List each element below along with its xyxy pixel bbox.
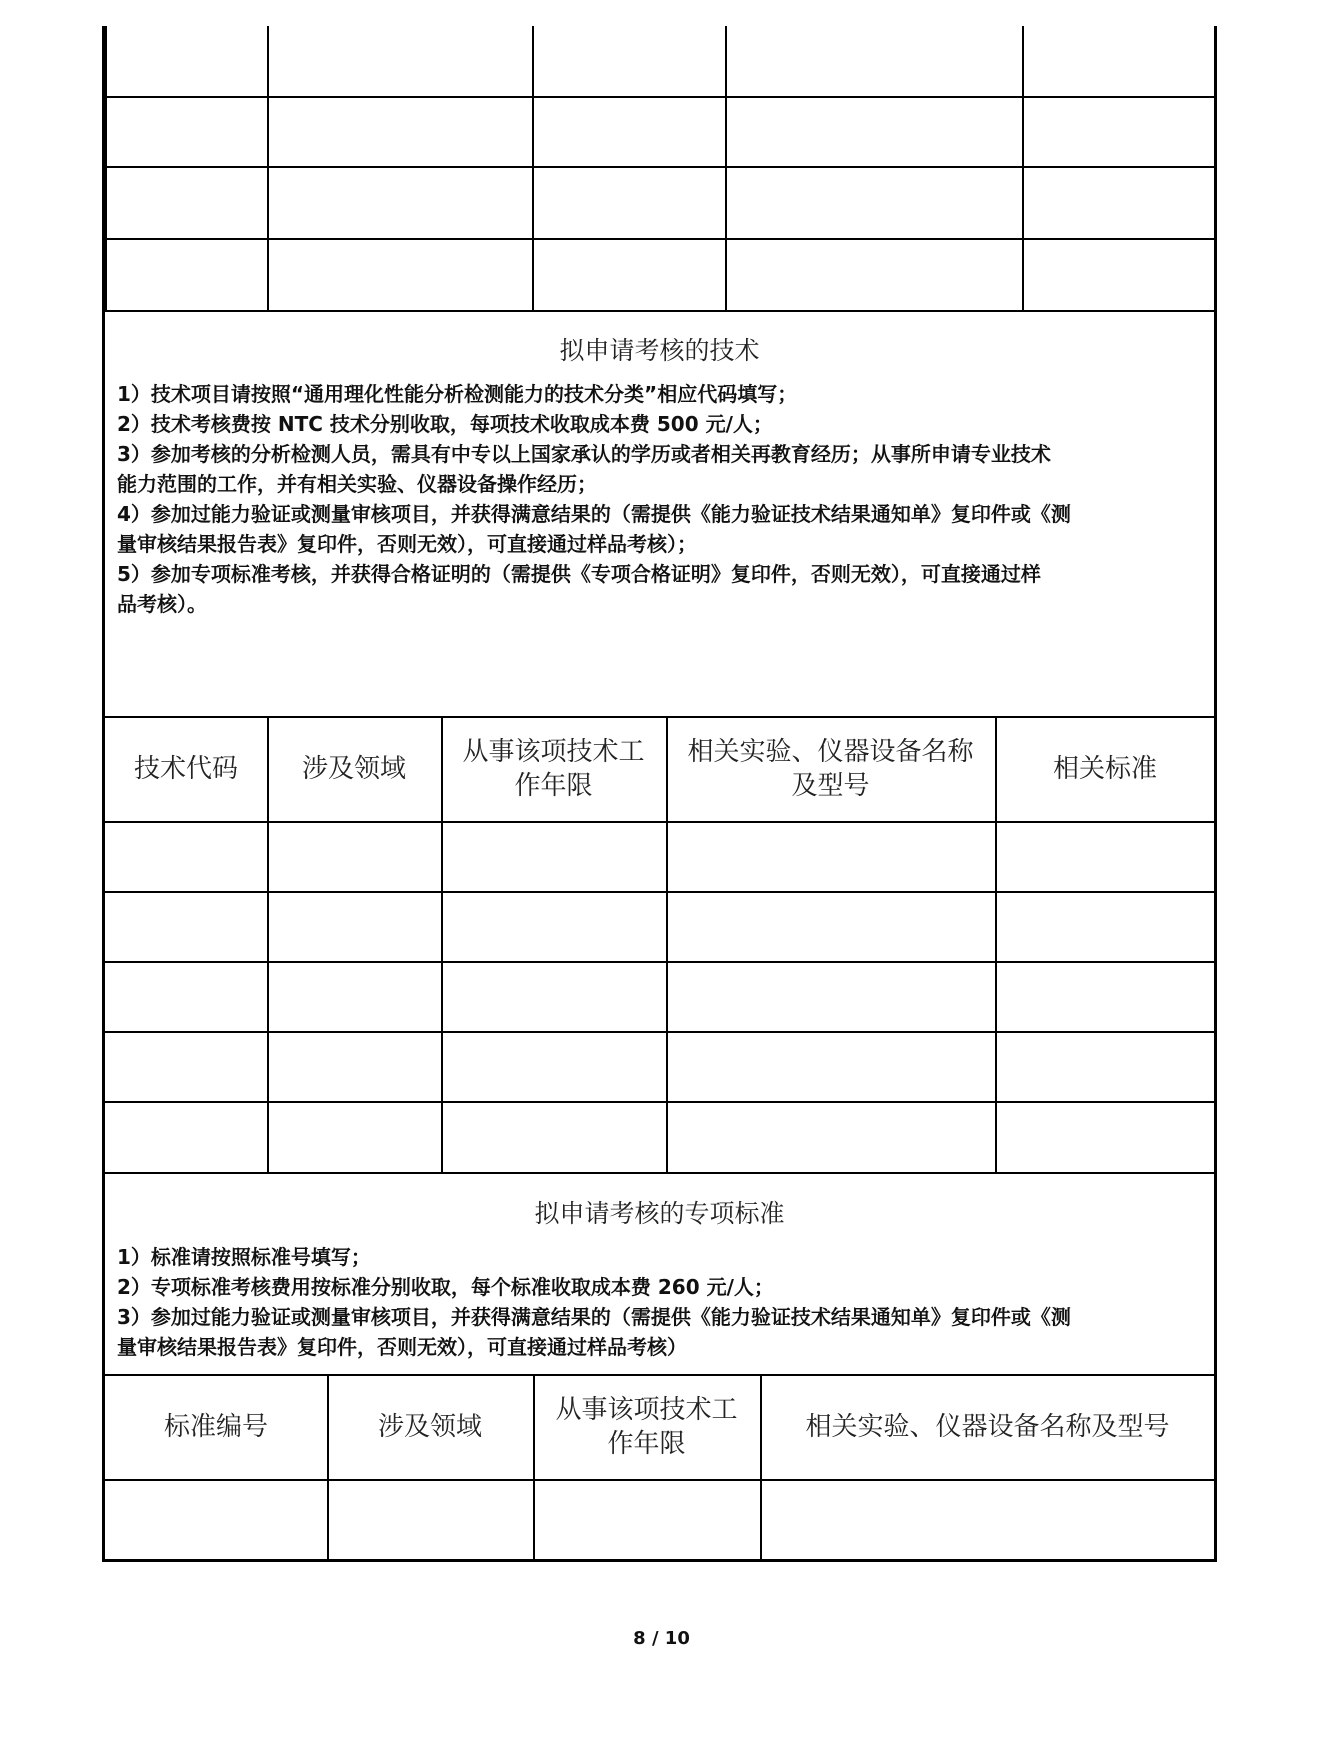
tech-note-line: 3）参加考核的分析检测人员，需具有中专以上国家承认的学历或者相关再教育经历；从事所申请专业技术 <box>117 442 1051 466</box>
header-work-years: 从事该项技术工作年限 <box>555 1394 738 1459</box>
tech-note-line: 量审核结果报告表》复印件，否则无效），可直接通过样品考核）； <box>117 532 697 556</box>
tech-note-line: 5）参加专项标准考核，并获得合格证明的（需提供《专项合格证明》复印件，否则无效），可直接通过样 <box>117 562 1041 586</box>
tech-section-title: 拟申请考核的技术 <box>559 336 760 365</box>
tech-note-line: 品考核）。 <box>117 592 207 616</box>
standard-note-line: 量审核结果报告表》复印件，否则无效），可直接通过样品考核） <box>117 1335 687 1359</box>
header-tech-code: 技术代码 <box>133 753 238 784</box>
tech-note-line: 1）技术项目请按照“通用理化性能分析检测能力的技术分类”相应代码填写； <box>117 382 798 406</box>
header-standards: 相关标准 <box>1052 753 1157 784</box>
header-equipment: 相关实验、仪器设备名称及型号 <box>687 736 974 801</box>
application-form-sheet <box>102 26 1217 1562</box>
header-field: 涉及领域 <box>377 1411 482 1442</box>
tech-note-line: 4）参加过能力验证或测量审核项目，并获得满意结果的（需提供《能力验证技术结果通知单》复印件或《测 <box>117 502 1071 526</box>
tech-note-line: 能力范围的工作，并有相关实验、仪器设备操作经历； <box>117 472 597 496</box>
tech-note-line: 2）技术考核费按 NTC 技术分别收取，每项技术收取成本费 500 元/人； <box>117 412 773 436</box>
header-field: 涉及领域 <box>301 753 406 784</box>
standard-section-title: 拟申请考核的专项标准 <box>534 1199 785 1228</box>
standard-note-line: 2）专项标准考核费用按标准分别收取，每个标准收取成本费 260 元/人； <box>117 1275 774 1299</box>
header-equipment: 相关实验、仪器设备名称及型号 <box>805 1411 1170 1442</box>
standard-note-line: 3）参加过能力验证或测量审核项目，并获得满意结果的（需提供《能力验证技术结果通知单》复印件或《测 <box>117 1305 1071 1329</box>
header-work-years: 从事该项技术工作年限 <box>462 736 645 801</box>
page-number: 8 / 10 <box>633 1628 690 1649</box>
header-standard-no: 标准编号 <box>163 1411 268 1442</box>
standard-note-line: 1）标准请按照标准号填写； <box>117 1245 371 1269</box>
